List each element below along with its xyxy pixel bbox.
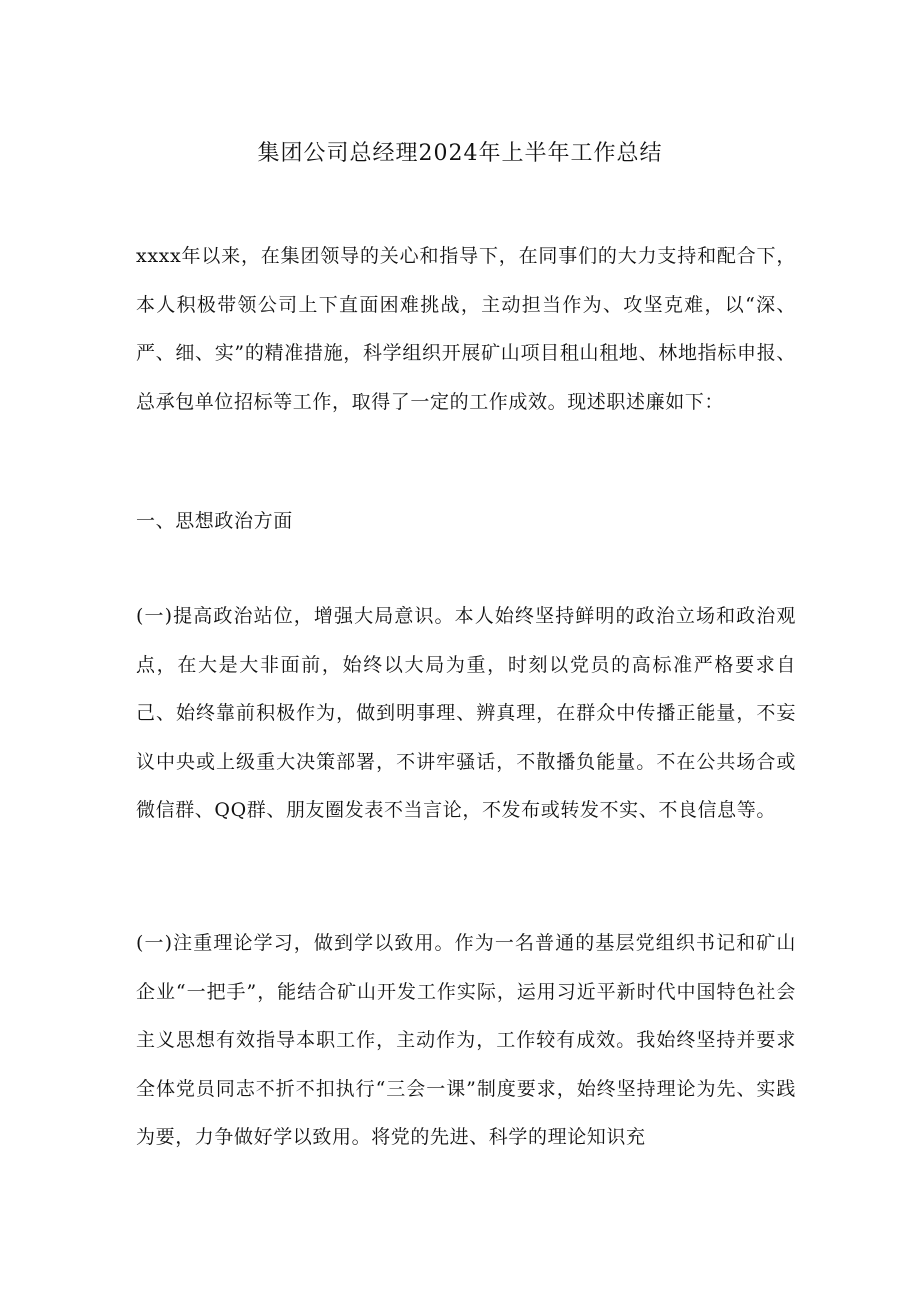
section-heading-ideological-political: 一、思想政治方面 bbox=[136, 510, 293, 532]
paragraph-political-stance: (一)提高政治站位，增强大局意识。本人始终坚持鲜明的政治立场和政治观点，在大是大非面前，始终以大局为重，时刻以党员的高标准严格要求自己、始终靠前积极作为，做到明事理、辨真理，在群众中传播正能量，不妄议中央或上级重大决策部署，不讲牢骚话，不散播负能量。不在公共场合或微信群、QQ群、朋友圈发表不当言论，不发布或转发不实、不良信息等。 bbox=[136, 605, 796, 821]
paragraph-theory-study: (一)注重理论学习，做到学以致用。作为一名普通的基层党组织书记和矿山企业“一把手”，能结合矿山开发工作实际，运用习近平新时代中国特色社会主义思想有效指导本职工作，主动作为，工作较有成效。我始终坚持并要求全体党员同志不折不扣执行“三会一课”制度要求，始终坚持理论为先、实践为要，力争做好学以致用。将党的先进、科学的理论知识充 bbox=[136, 932, 796, 1148]
intro-paragraph: xxxx年以来，在集团领导的关心和指导下，在同事们的大力支持和配合下，本人积极带领公司上下直面困难挑战，主动担当作为、攻坚克难，以“深、严、细、实”的精准措施，科学组织开展矿山项目租山租地、林地指标申报、总承包单位招标等工作，取得了一定的工作成效。现述职述廉如下： bbox=[136, 245, 796, 413]
document-title: 集团公司总经理2024年上半年工作总结 bbox=[257, 141, 663, 166]
